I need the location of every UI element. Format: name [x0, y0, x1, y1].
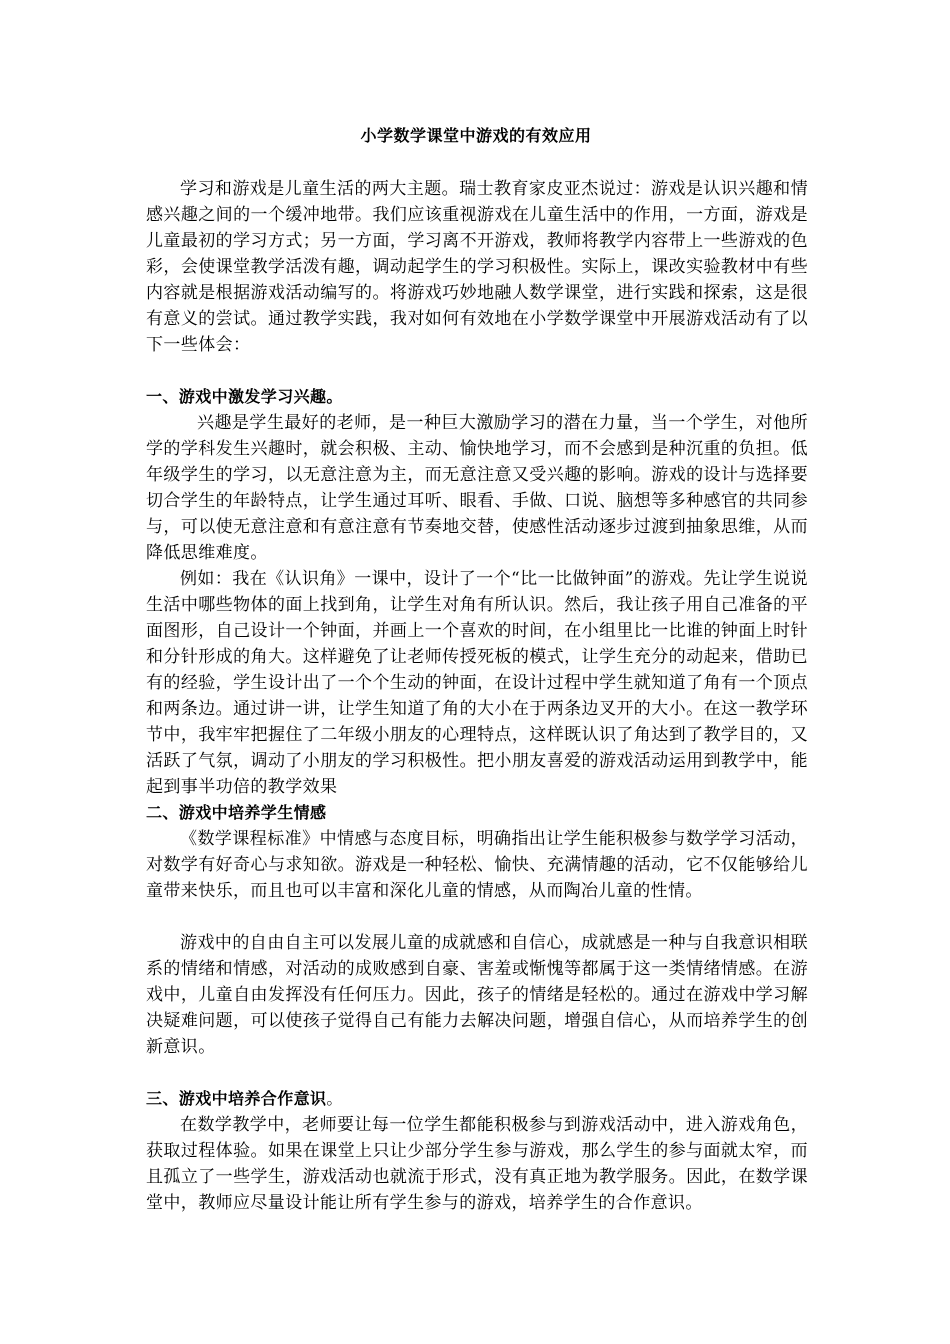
section-heading-3-text: 三、游戏中培养合作意识	[146, 1089, 327, 1108]
section-3-paragraph-1: 在数学教学中，老师要让每一位学生都能积极参与到游戏活动中，进入游戏角色，获取过程体验。如果在课堂上只让少部分学生参与游戏，那么学生的参与面就太窄，而且孤立了一些学生，游戏活动也就流于形式，没有真正地为教学服务。因此，在数学课堂中，教师应尽量设计能让所有学生参与的游戏，培养学生的合作意识。	[146, 1115, 808, 1213]
section-1-paragraph-2: 例如：我在《认识角》一课中，设计了一个“比一比做钟面”的游戏。先让学生说说生活中哪些物体的面上找到角，让学生对角有所认识。然后，我让孩子用自己准备的平面图形，自己设计一个钟面，并画上一个喜欢的时间，在小组里比一比谁的钟面上时针和分针形成的角大。这样避免了让老师传授死板的模式，让学生充分的动起来，借助已有的经验，学生设计出了一个个生动的钟面，在设计过程中学生就知道了角有一个顶点和两条边。通过讲一讲，让学生知道了角的大小在于两条边叉开的大小。在这一教学环节中，我牢牢把握住了二年级小朋友的心理特点，这样既认识了角达到了教学目的，又活跃了气氛，调动了小朋友的学习积极性。把小朋友喜爱的游戏活动运用到教学中，能起到事半功倍的教学效果	[146, 569, 808, 797]
section-2-paragraph-2: 游戏中的自由自主可以发展儿童的成就感和自信心，成就感是一种与自我意识相联系的情绪和情感，对活动的成败感到自豪、害羞或惭愧等都属于这一类情绪情感。在游戏中，儿童自由发挥没有任何压力。因此，孩子的情绪是轻松的。通过在游戏中学习解决疑难问题，可以使孩子觉得自己有能力去解决问题，增强自信心，从而培养学生的创新意识。	[146, 933, 808, 1057]
section-heading-3-trail: 。	[326, 1089, 343, 1108]
document-body	[146, 176, 808, 1216]
document-title: 小学数学课堂中游戏的有效应用	[360, 126, 592, 145]
spacer	[146, 1060, 808, 1086]
spacer	[146, 904, 808, 930]
spacer	[146, 358, 808, 384]
section-2-paragraph-1: 《数学课程标准》中情感与态度目标，明确指出让学生能积极参与数学学习活动，对数学有好奇心与求知欲。游戏是一种轻松、愉快、充满情趣的活动，它不仅能够给儿童带来快乐，而且也可以丰富和深化儿童的情感，从而陶冶儿童的性情。	[146, 829, 808, 901]
section-heading-1: 一、游戏中激发学习兴趣。	[146, 387, 343, 406]
section-heading-3	[146, 1086, 808, 1112]
intro-paragraph: 学习和游戏是儿童生活的两大主题。瑞士教育家皮亚杰说过：游戏是认识兴趣和情感兴趣之间的一个缓冲地带。我们应该重视游戏在儿童生活中的作用，一方面，游戏是儿童最初的学习方式；另一方面，学习离不开游戏，教师将教学内容带上一些游戏的色彩，会使课堂教学活泼有趣，调动起学生的学习积极性。实际上，课改实验教材中有些内容就是根据游戏活动编写的。将游戏巧妙地融人数学课堂，进行实践和探索，这是很有意义的尝试。通过教学实践，我对如何有效地在小学数学课堂中开展游戏活动有了以下一些体会：	[146, 179, 808, 355]
section-1-paragraph-1: 兴趣是学生最好的老师，是一种巨大激励学习的潜在力量，当一个学生，对他所学的学科发生兴趣时，就会积极、主动、愉快地学习，而不会感到是种沉重的负担。低年级学生的学习，以无意注意为主，而无意注意又受兴趣的影响。游戏的设计与选择要切合学生的年龄特点，让学生通过耳听、眼看、手做、口说、脑想等多种感官的共同参与，可以使无意注意和有意注意有节奏地交替，使感性活动逐步过渡到抽象思维，从而降低思维难度。	[146, 413, 808, 563]
section-heading-2: 二、游戏中培养学生情感	[146, 803, 327, 822]
